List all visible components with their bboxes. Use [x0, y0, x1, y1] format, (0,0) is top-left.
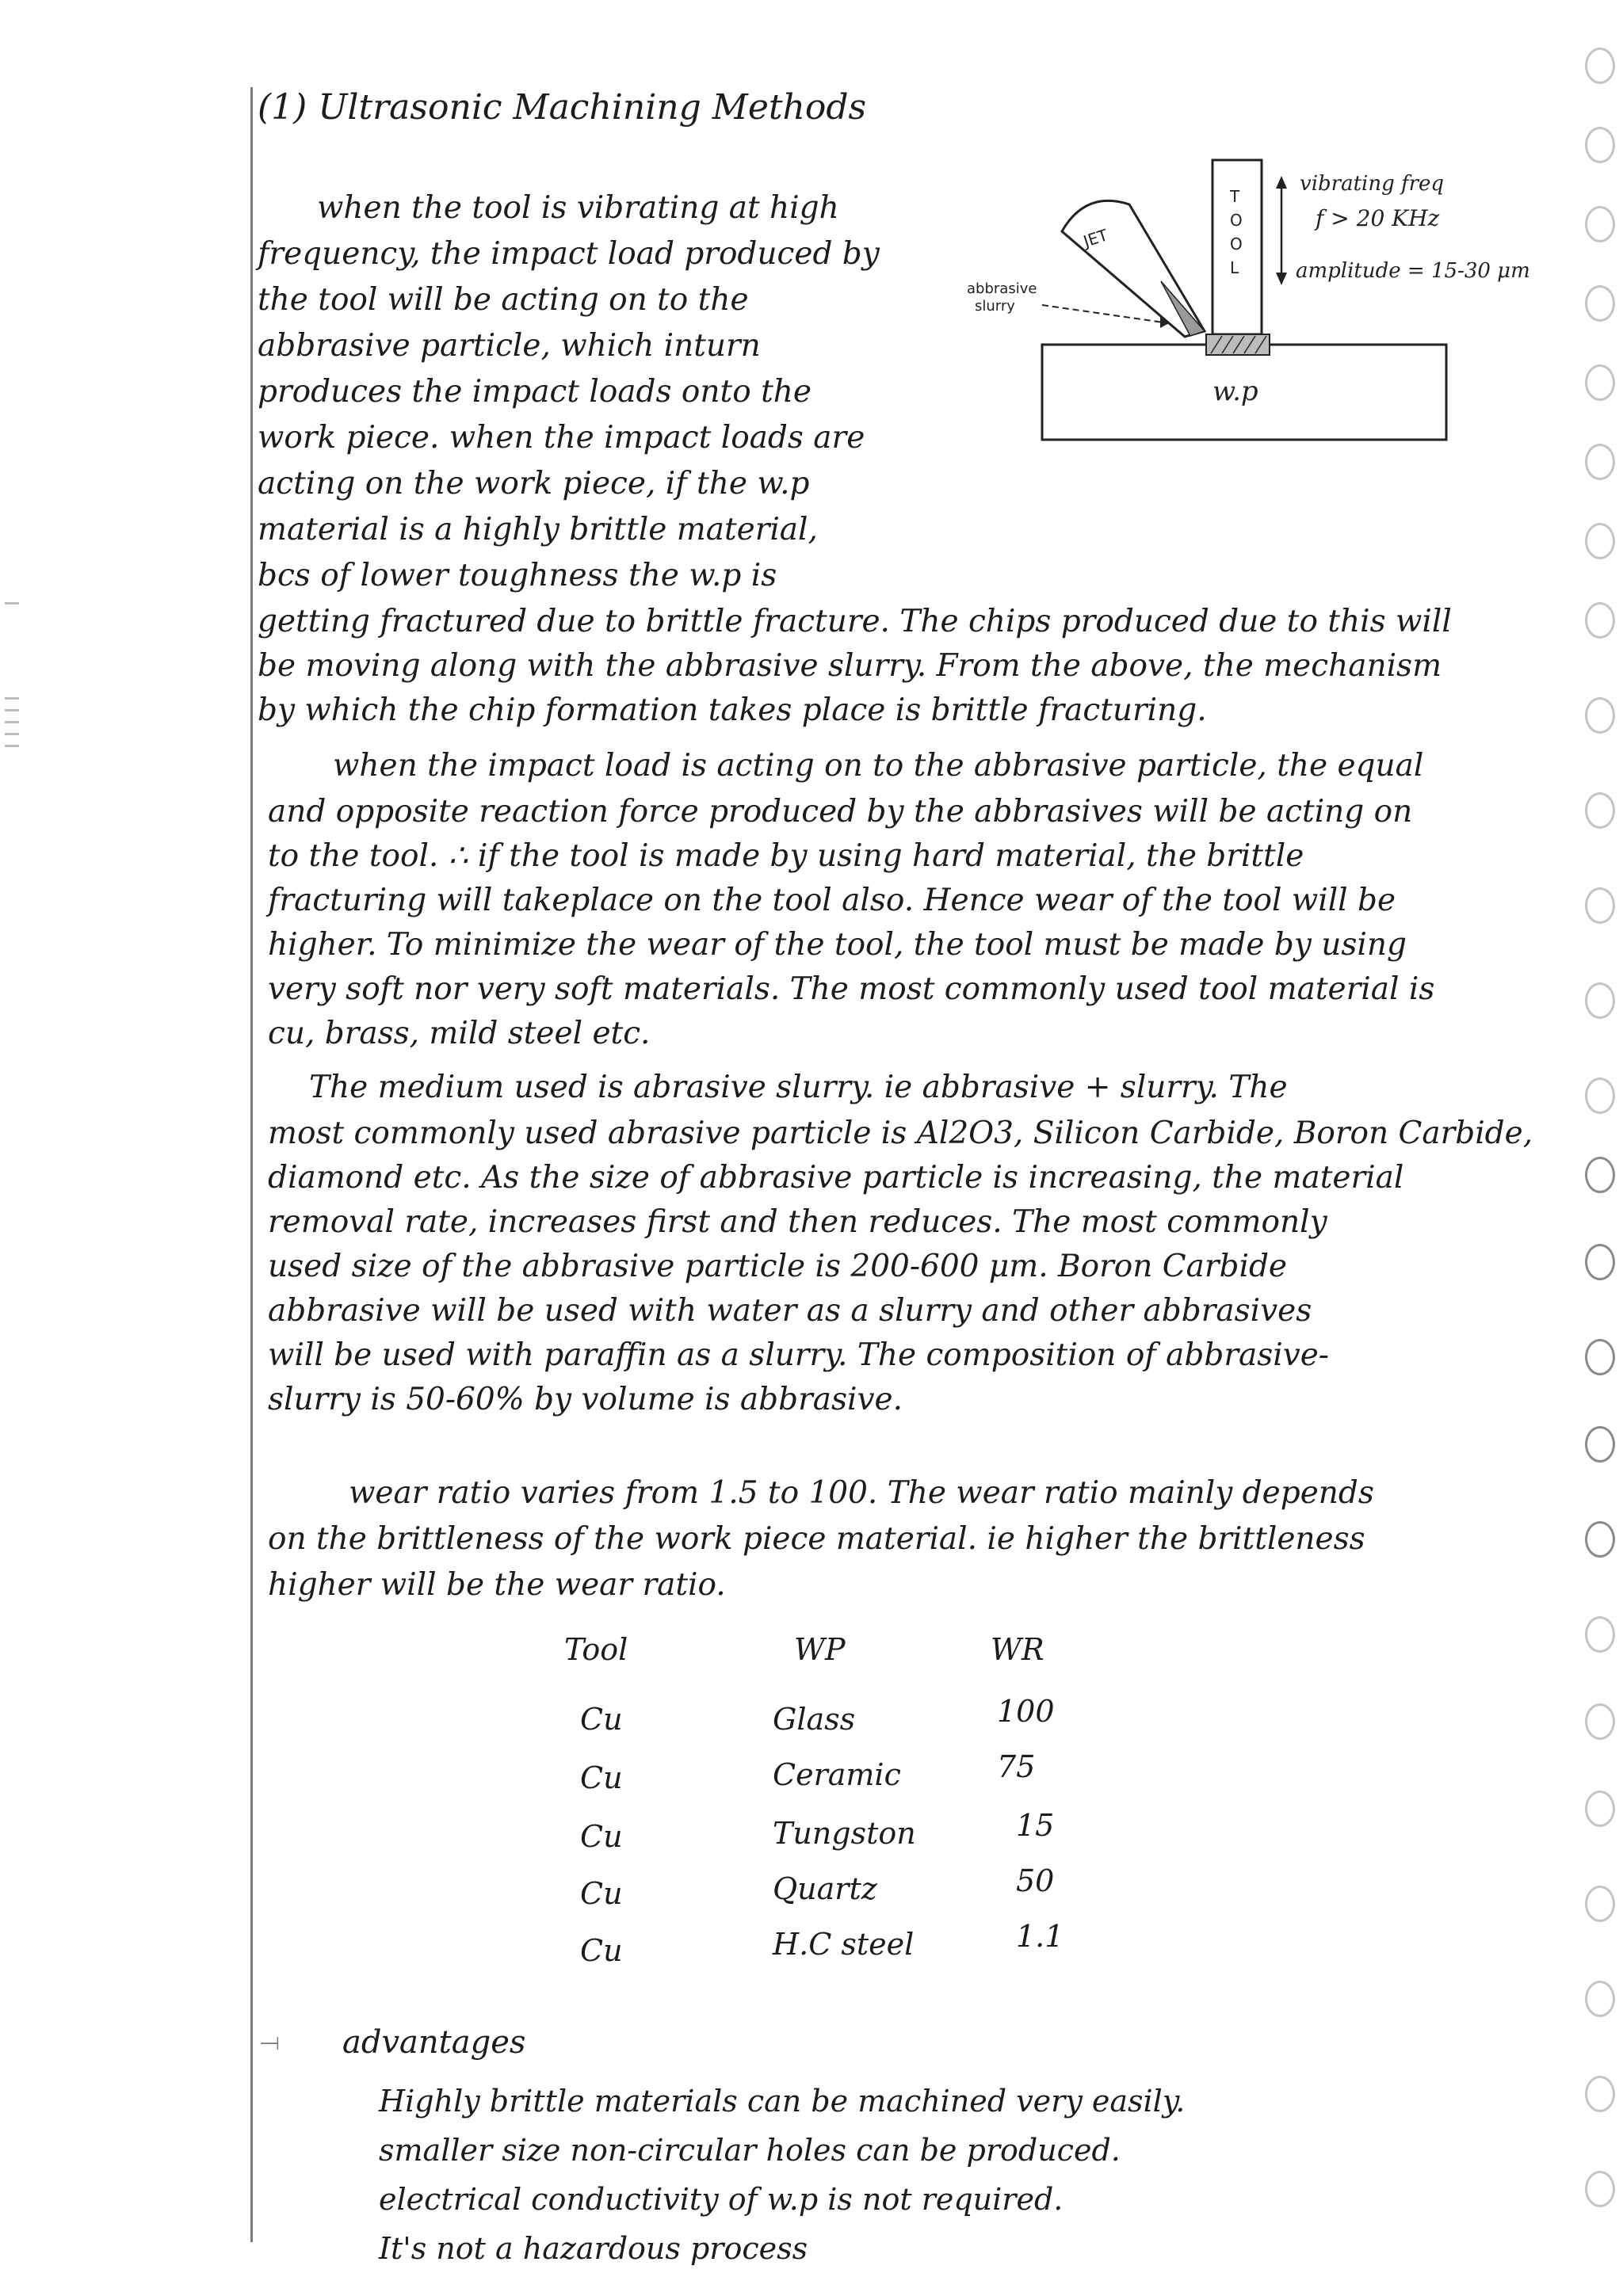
text-line: removal rate, increases first and then reduces. The most commonly [268, 1204, 1327, 1240]
table-cell: Glass [773, 1702, 856, 1737]
text-line: wear ratio varies from 1.5 to 100. The wear ratio mainly depends [349, 1475, 1374, 1511]
table-cell: 15 [1016, 1808, 1055, 1843]
svg-text:O: O [1230, 211, 1243, 230]
scan-mark [5, 602, 19, 605]
text-line: slurry is 50-60% by volume is abbrasive. [268, 1382, 903, 1417]
scan-mark [5, 733, 19, 735]
table-header: WR [991, 1632, 1044, 1667]
text-line: by which the chip formation takes place is brittle fracturing. [258, 692, 1207, 728]
advantages-heading: advantages [342, 2024, 526, 2061]
text-line: abbrasive will be used with water as a slurry and other abbrasives [268, 1293, 1312, 1329]
frequency-value: f > 20 KHz [1316, 205, 1440, 231]
text-line: be moving along with the abbrasive slurry. From the above, the mechanism [258, 648, 1442, 684]
tool-label [1229, 187, 1243, 277]
text-line: acting on the work piece, if the w.p [258, 466, 810, 502]
amplitude-label: amplitude = 15-30 μm [1296, 259, 1530, 283]
text-line: work piece. when the impact loads are [258, 420, 865, 456]
table-cell: Cu [580, 1702, 623, 1737]
jet-nozzle [1062, 200, 1205, 337]
table-cell: Cu [580, 1933, 623, 1968]
table-header: Tool [564, 1632, 628, 1667]
scan-mark [5, 721, 19, 723]
advantage-item: electrical conductivity of w.p is not required. [379, 2182, 1064, 2217]
table-cell: 100 [997, 1694, 1055, 1729]
table-cell: Quartz [773, 1871, 877, 1906]
table-cell: H.C steel [773, 1927, 915, 1962]
text-line: very soft nor very soft materials. The most commonly used tool material is [268, 971, 1435, 1007]
jet-label: JET [1081, 225, 1110, 251]
svg-text:T: T [1230, 187, 1240, 206]
text-line: on the brittleness of the work piece material. ie higher the brittleness [268, 1521, 1365, 1557]
table-cell: Ceramic [773, 1757, 901, 1792]
text-line: fracturing will takeplace on the tool also. Hence wear of the tool will be [268, 883, 1396, 918]
text-line: The medium used is abrasive slurry. ie abbrasive + slurry. The [309, 1070, 1288, 1105]
margin-line [250, 87, 253, 2242]
text-line: most commonly used abrasive particle is Al2O3, Silicon Carbide, Boron Carbide, [268, 1116, 1533, 1151]
table-cell: Tungston [773, 1816, 916, 1851]
text-line: getting fractured due to brittle fracture. The chips produced due to this will [258, 604, 1452, 639]
bullet-icon: ⟞ [260, 2028, 280, 2056]
svg-text:O: O [1230, 235, 1243, 254]
text-line: cu, brass, mild steel etc. [268, 1016, 651, 1051]
text-line: produces the impact loads onto the [258, 374, 812, 410]
text-line: higher. To minimize the wear of the tool, the tool must be made by using [268, 927, 1407, 963]
table-cell: Cu [580, 1819, 623, 1854]
text-line: used size of the abbrasive particle is 200-600 μm. Boron Carbide [268, 1249, 1287, 1284]
slurry-label: abbrasive [967, 280, 1037, 297]
text-line: to the tool. ∴ if the tool is made by using hard material, the brittle [268, 838, 1304, 874]
text-line: frequency, the impact load produced by [258, 236, 880, 272]
frequency-label: vibrating freq [1300, 172, 1445, 196]
ultrasonic-machining-diagram [967, 158, 1569, 460]
advantage-item: smaller size non-circular holes can be produced. [379, 2133, 1121, 2168]
scan-mark [5, 697, 19, 700]
text-line: bcs of lower toughness the w.p is [258, 558, 777, 593]
text-line: material is a highly brittle material, [258, 512, 818, 547]
table-cell: 50 [1016, 1863, 1055, 1898]
text-line: abbrasive particle, which inturn [258, 328, 761, 364]
text-line: when the tool is vibrating at high [317, 190, 839, 226]
workpiece-label: w.p [1212, 376, 1258, 407]
page-title: (1) Ultrasonic Machining Methods [258, 87, 867, 128]
table-cell: Cu [580, 1760, 623, 1795]
advantage-item: It's not a hazardous process [379, 2231, 808, 2266]
slurry-hatch [1206, 334, 1270, 355]
text-line: when the impact load is acting on to the abbrasive particle, the equal [333, 748, 1424, 784]
text-line: higher will be the wear ratio. [268, 1567, 726, 1603]
text-line: diamond etc. As the size of abbrasive particle is increasing, the material [268, 1160, 1404, 1196]
text-line: and opposite reaction force produced by the abbrasives will be acting on [268, 794, 1413, 830]
advantage-item: Highly brittle materials can be machined very easily. [379, 2084, 1186, 2119]
scan-mark [5, 745, 19, 747]
table-cell: Cu [580, 1876, 623, 1911]
table-cell: 75 [997, 1749, 1036, 1784]
table-cell: 1.1 [1016, 1919, 1064, 1954]
text-line: will be used with paraffin as a slurry. The composition of abbrasive- [268, 1337, 1329, 1373]
svg-text:L: L [1230, 258, 1239, 277]
text-line: the tool will be acting on to the [258, 282, 749, 318]
table-header: WP [794, 1632, 846, 1667]
slurry-label: slurry [975, 298, 1015, 315]
scan-mark [5, 709, 19, 711]
